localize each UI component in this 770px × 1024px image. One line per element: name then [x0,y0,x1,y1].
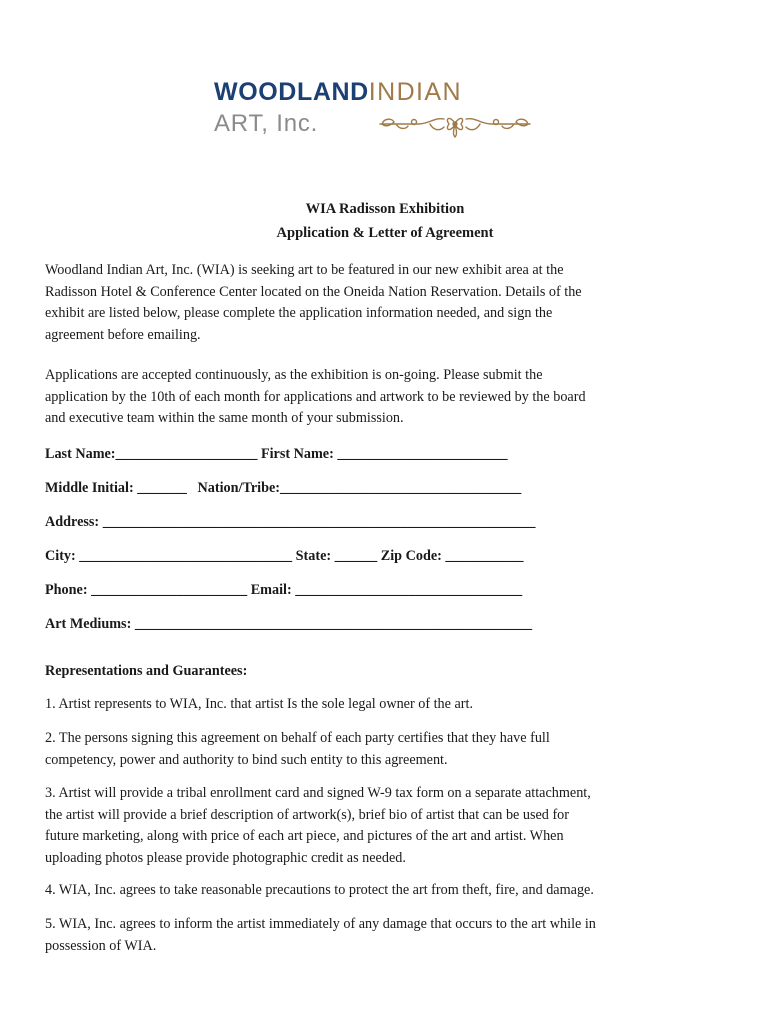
phone-field[interactable]: ______________________ [91,582,248,598]
representation-item-3 [45,783,645,869]
art-mediums-label: Art Mediums: [45,616,132,632]
text-line: the artist will provide a brief description of artwork(s), brief bio of artist that can be used for [45,806,569,823]
city-field[interactable]: ______________________________ [79,548,293,564]
text-line: and executive team within the same month of your submission. [45,410,404,426]
email-field[interactable]: ________________________________ [295,582,523,598]
text-line: 5. WIA, Inc. agrees to inform the artist immediately of any damage that occurs to the art while in [45,916,596,932]
form-row-names [45,445,508,463]
intro-paragraph-2 [45,365,645,430]
form-row-art-mediums [45,615,532,633]
state-label: State: [295,548,332,564]
text-line: Woodland Indian Art, Inc. (WIA) is seeking art to be featured in our new exhibit area at the [45,262,564,278]
middle-initial-field[interactable]: _______ [137,480,187,496]
text-line: uploading photos please provide photographic credit as needed. [45,849,406,866]
logo-wordmark [214,80,462,105]
representations-heading: Representations and Guarantees: [45,663,248,679]
floral-vine-ornament-icon [374,109,536,139]
address-label: Address: [45,514,100,530]
form-row-city-state-zip [45,547,523,565]
form-row-address [45,513,535,531]
text-line: 1. Artist represents to WIA, Inc. that artist Is the sole legal owner of the art. [45,696,474,712]
text-line: 2. The persons signing this agreement on behalf of each party certifies that they have full [45,730,550,746]
nation-tribe-field[interactable]: __________________________________ [280,480,522,496]
text-line: 4. WIA, Inc. agrees to take reasonable precautions to protect the art from theft, fire, and damage. [45,882,594,898]
city-label: City: [45,548,76,564]
middle-initial-label: Middle Initial: [45,480,134,496]
representation-item-4 [45,880,685,902]
text-line: possession of WIA. [45,937,157,954]
phone-label: Phone: [45,582,88,598]
text-line: exhibit are listed below, please complete the application information needed, and sign the [45,305,553,321]
nation-tribe-label: Nation/Tribe: [197,480,281,496]
text-line: Radisson Hotel & Conference Center located on the Oneida Nation Reservation. Details of the [45,283,582,300]
text-line: application by the 10th of each month for applications and artwork to be reviewed by the board [45,388,586,405]
address-field[interactable]: _____________________________________________________________ [102,514,536,530]
last-name-field[interactable]: ____________________ [115,446,258,462]
logo-subline: ART, Inc. [214,110,319,137]
logo-word-indian: INDIAN [368,78,462,106]
art-mediums-field[interactable]: ________________________________________________________ [134,616,533,632]
text-line: competency, power and authority to bind such entity to this agreement. [45,751,448,768]
text-line: future marketing, along with price of each art piece, and pictures of the art and artist. When [45,828,564,844]
representation-item-5 [45,914,685,957]
email-label: Email: [250,582,292,598]
document-subtitle: Application & Letter of Agreement [276,225,494,241]
form-row-middle-nation [45,479,521,497]
representation-item-2 [45,728,645,771]
document-title: WIA Radisson Exhibition [305,201,465,217]
last-name-label: Last Name: [45,446,116,462]
text-line: Applications are accepted continuously, as the exhibition is on-going. Please submit the [45,367,543,383]
first-name-label: First Name: [260,446,334,462]
intro-paragraph-1 [45,260,645,346]
state-field[interactable]: ______ [334,548,378,564]
text-line: agreement before emailing. [45,326,201,343]
company-logo [186,58,584,170]
zip-code-field[interactable]: ___________ [445,548,524,564]
logo-word-woodland: WOODLAND [214,78,369,106]
zip-code-label: Zip Code: [380,548,442,564]
text-line: 3. Artist will provide a tribal enrollment card and signed W-9 tax form on a separate attachment, [45,785,591,801]
first-name-field[interactable]: ________________________ [337,446,508,462]
form-row-phone-email [45,581,522,599]
representation-item-1 [45,694,645,716]
